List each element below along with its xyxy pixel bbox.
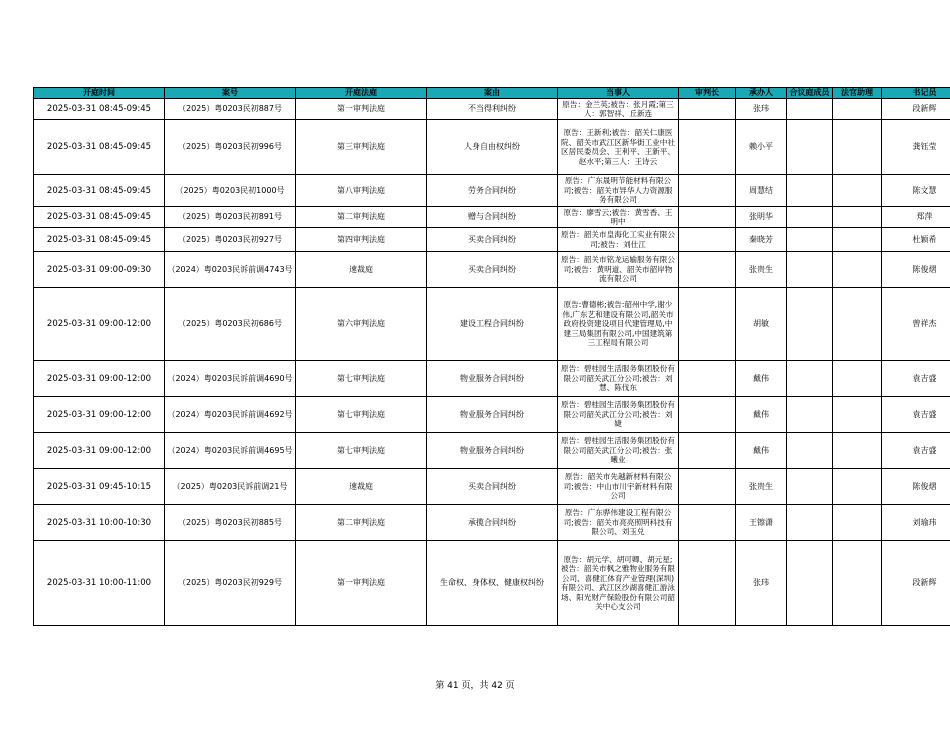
presiding-judge-cell — [679, 99, 736, 120]
panel-members-cell — [787, 228, 833, 252]
table-row — [34, 361, 950, 397]
table-row — [34, 99, 950, 120]
cause-cell: 物业服务合同纠纷 — [427, 361, 558, 397]
hearing-time-cell: 2025-03-31 08:45-09:45 — [34, 99, 165, 120]
clerk-cell: 曾祥杰 — [882, 288, 950, 361]
case-number-cell: （2025）粤0203民初891号 — [165, 207, 296, 228]
courtroom-cell: 第二审判法庭 — [296, 207, 427, 228]
courtroom-cell: 速裁庭 — [296, 252, 427, 288]
judge-assistant-cell — [833, 207, 882, 228]
parties-cell: 原告：金兰英;被告：张月霞;第三人：郭智祥、丘新连 — [558, 99, 679, 120]
cause-cell: 买卖合同纠纷 — [427, 228, 558, 252]
courtroom-cell: 第七审判法庭 — [296, 433, 427, 469]
handling-judge-cell: 周慧结 — [736, 175, 787, 207]
judge-assistant-cell — [833, 228, 882, 252]
judge-assistant-cell — [833, 469, 882, 505]
column-header: 书记员 — [882, 88, 950, 99]
judge-assistant-cell — [833, 99, 882, 120]
case-number-cell: （2024）粤0203民诉前调4692号 — [165, 397, 296, 433]
handling-judge-cell: 张贵生 — [736, 469, 787, 505]
panel-members-cell — [787, 397, 833, 433]
column-header: 开庭法庭 — [296, 88, 427, 99]
panel-members-cell — [787, 207, 833, 228]
panel-members-cell — [787, 469, 833, 505]
parties-cell: 原告:曹德彬;被告:韶州中学,谢少伟,广东艺和建设有限公司,韶关市政府投资建设项目代建管理局,中建三局集团有限公司,中国建筑第三工程局有限公司 — [558, 288, 679, 361]
presiding-judge-cell — [679, 541, 736, 626]
clerk-cell: 段新辉 — [882, 541, 950, 626]
judge-assistant-cell — [833, 288, 882, 361]
presiding-judge-cell — [679, 207, 736, 228]
cause-cell: 不当得利纠纷 — [427, 99, 558, 120]
cause-cell: 买卖合同纠纷 — [427, 252, 558, 288]
hearing-time-cell: 2025-03-31 08:45-09:45 — [34, 207, 165, 228]
table-row — [34, 252, 950, 288]
handling-judge-cell: 张玮 — [736, 99, 787, 120]
table-row — [34, 120, 950, 175]
table-row — [34, 541, 950, 626]
presiding-judge-cell — [679, 433, 736, 469]
cause-cell: 承揽合同纠纷 — [427, 505, 558, 541]
table-row — [34, 175, 950, 207]
courtroom-cell: 第一审判法庭 — [296, 541, 427, 626]
case-number-cell: （2025）粤0203民初1000号 — [165, 175, 296, 207]
table-row — [34, 207, 950, 228]
clerk-cell: 陈俊熠 — [882, 252, 950, 288]
presiding-judge-cell — [679, 361, 736, 397]
presiding-judge-cell — [679, 228, 736, 252]
panel-members-cell — [787, 99, 833, 120]
clerk-cell: 刘瑜玮 — [882, 505, 950, 541]
hearing-time-cell: 2025-03-31 09:00-12:00 — [34, 397, 165, 433]
handling-judge-cell: 王镲潇 — [736, 505, 787, 541]
courtroom-cell: 第三审判法庭 — [296, 120, 427, 175]
parties-cell: 原告：胡元学、胡可卿、胡元星;被告：韶关市枫之雅物业服务有限公司、喜健汇体育产业管理(深圳)有限公司、武江区沙湖喜健汇游泳场、阳光财产保险股份有限公司韶关中心支公司 — [558, 541, 679, 626]
cause-cell: 物业服务合同纠纷 — [427, 433, 558, 469]
hearing-time-cell: 2025-03-31 09:00-09:30 — [34, 252, 165, 288]
case-number-cell: （2025）粤0203民初885号 — [165, 505, 296, 541]
page-footer: 第 41 页，共 42 页 — [435, 681, 515, 691]
courtroom-cell: 第二审判法庭 — [296, 505, 427, 541]
case-number-cell: （2024）粤0203民诉前调4695号 — [165, 433, 296, 469]
column-header: 合议庭成员 — [787, 88, 833, 99]
parties-cell: 原告：广东晟明节能材料有限公司;被告：韶关市异华人力资源服务有限公司 — [558, 175, 679, 207]
hearing-time-cell: 2025-03-31 10:00-10:30 — [34, 505, 165, 541]
judge-assistant-cell — [833, 175, 882, 207]
panel-members-cell — [787, 120, 833, 175]
case-number-cell: （2024）粤0203民诉前调4743号 — [165, 252, 296, 288]
parties-cell: 原告：王新利;被告：韶关仁康医院、韶关市武江区新华街工业中社区居民委员会、王利平、王新平、赵水平;第三人：王诗云 — [558, 120, 679, 175]
cause-cell: 劳务合同纠纷 — [427, 175, 558, 207]
presiding-judge-cell — [679, 252, 736, 288]
hearing-time-cell: 2025-03-31 09:00-12:00 — [34, 361, 165, 397]
column-header: 开庭时间 — [34, 88, 165, 99]
courtroom-cell: 第一审判法庭 — [296, 99, 427, 120]
hearing-time-cell: 2025-03-31 09:45-10:15 — [34, 469, 165, 505]
table-row — [34, 469, 950, 505]
column-header: 当事人 — [558, 88, 679, 99]
panel-members-cell — [787, 541, 833, 626]
panel-members-cell — [787, 252, 833, 288]
judge-assistant-cell — [833, 252, 882, 288]
judge-assistant-cell — [833, 120, 882, 175]
handling-judge-cell: 张贵生 — [736, 252, 787, 288]
presiding-judge-cell — [679, 469, 736, 505]
table-row — [34, 433, 950, 469]
clerk-cell: 袁吉盛 — [882, 361, 950, 397]
courtroom-cell: 第六审判法庭 — [296, 288, 427, 361]
column-header: 案号 — [165, 88, 296, 99]
judge-assistant-cell — [833, 433, 882, 469]
presiding-judge-cell — [679, 397, 736, 433]
case-number-cell: （2025）粤0203民初929号 — [165, 541, 296, 626]
handling-judge-cell: 张明华 — [736, 207, 787, 228]
handling-judge-cell: 戴伟 — [736, 433, 787, 469]
judge-assistant-cell — [833, 541, 882, 626]
panel-members-cell — [787, 433, 833, 469]
clerk-cell: 段新辉 — [882, 99, 950, 120]
presiding-judge-cell — [679, 175, 736, 207]
handling-judge-cell: 赖小平 — [736, 120, 787, 175]
column-header: 承办人 — [736, 88, 787, 99]
table-row — [34, 288, 950, 361]
hearing-time-cell: 2025-03-31 10:00-11:00 — [34, 541, 165, 626]
column-header: 法官助理 — [833, 88, 882, 99]
parties-cell: 原告：韶关市铭龙运输服务有限公司;被告：黄明道、韶关市韶岸物流有限公司 — [558, 252, 679, 288]
cause-cell: 物业服务合同纠纷 — [427, 397, 558, 433]
column-header: 案由 — [427, 88, 558, 99]
case-number-cell: （2025）粤0203民初927号 — [165, 228, 296, 252]
case-number-cell: （2025）粤0203民诉前调21号 — [165, 469, 296, 505]
hearing-time-cell: 2025-03-31 09:00-12:00 — [34, 433, 165, 469]
clerk-cell: 袁吉盛 — [882, 397, 950, 433]
parties-cell: 原告：碧桂园生活服务集团股份有限公司韶关武江分公司;被告：张曦业 — [558, 433, 679, 469]
clerk-cell: 袁吉盛 — [882, 433, 950, 469]
panel-members-cell — [787, 288, 833, 361]
courtroom-cell: 第七审判法庭 — [296, 397, 427, 433]
table-row — [34, 505, 950, 541]
clerk-cell: 杜颖希 — [882, 228, 950, 252]
parties-cell: 原告：碧桂园生活服务集团股份有限公司韶关武江分公司;被告：刘婕 — [558, 397, 679, 433]
parties-cell: 原告：广东骅伟建设工程有限公司;被告：韶关市亮亮照明科技有限公司、刘玉兑 — [558, 505, 679, 541]
hearing-schedule-table — [33, 87, 950, 626]
presiding-judge-cell — [679, 120, 736, 175]
parties-cell: 原告：韶关市皇海化工实业有限公司;被告：刘仕江 — [558, 228, 679, 252]
clerk-cell: 陈俊熠 — [882, 469, 950, 505]
handling-judge-cell: 秦晓芳 — [736, 228, 787, 252]
cause-cell: 生命权、身体权、健康权纠纷 — [427, 541, 558, 626]
courtroom-cell: 第四审判法庭 — [296, 228, 427, 252]
cause-cell: 建设工程合同纠纷 — [427, 288, 558, 361]
judge-assistant-cell — [833, 397, 882, 433]
clerk-cell: 陈文慧 — [882, 175, 950, 207]
cause-cell: 人身自由权纠纷 — [427, 120, 558, 175]
case-number-cell: （2025）粤0203民初887号 — [165, 99, 296, 120]
hearing-time-cell: 2025-03-31 09:00-12:00 — [34, 288, 165, 361]
courtroom-cell: 第七审判法庭 — [296, 361, 427, 397]
panel-members-cell — [787, 175, 833, 207]
courtroom-cell: 速裁庭 — [296, 469, 427, 505]
cause-cell: 赠与合同纠纷 — [427, 207, 558, 228]
handling-judge-cell: 戴伟 — [736, 361, 787, 397]
clerk-cell: 龚钰莹 — [882, 120, 950, 175]
handling-judge-cell: 张玮 — [736, 541, 787, 626]
panel-members-cell — [787, 505, 833, 541]
presiding-judge-cell — [679, 288, 736, 361]
parties-cell: 原告：碧桂园生活服务集团股份有限公司韶关武江分公司;被告：刘慧、陈伐东 — [558, 361, 679, 397]
hearing-time-cell: 2025-03-31 08:45-09:45 — [34, 120, 165, 175]
judge-assistant-cell — [833, 361, 882, 397]
parties-cell: 原告：韶关市先越新材料有限公司;被告：中山市川宇新材料有限公司 — [558, 469, 679, 505]
courtroom-cell: 第八审判法庭 — [296, 175, 427, 207]
panel-members-cell — [787, 361, 833, 397]
column-header: 审判长 — [679, 88, 736, 99]
judge-assistant-cell — [833, 505, 882, 541]
handling-judge-cell: 胡敏 — [736, 288, 787, 361]
hearing-time-cell: 2025-03-31 08:45-09:45 — [34, 175, 165, 207]
table-row — [34, 397, 950, 433]
clerk-cell: 郑萍 — [882, 207, 950, 228]
case-number-cell: （2025）粤0203民初996号 — [165, 120, 296, 175]
cause-cell: 买卖合同纠纷 — [427, 469, 558, 505]
header-row — [34, 88, 950, 99]
case-number-cell: （2024）粤0203民诉前调4690号 — [165, 361, 296, 397]
parties-cell: 原告：廖雪云;被告：黄雪香、王明中 — [558, 207, 679, 228]
hearing-time-cell: 2025-03-31 08:45-09:45 — [34, 228, 165, 252]
handling-judge-cell: 戴伟 — [736, 397, 787, 433]
presiding-judge-cell — [679, 505, 736, 541]
table-row — [34, 228, 950, 252]
case-number-cell: （2025）粤0203民初686号 — [165, 288, 296, 361]
